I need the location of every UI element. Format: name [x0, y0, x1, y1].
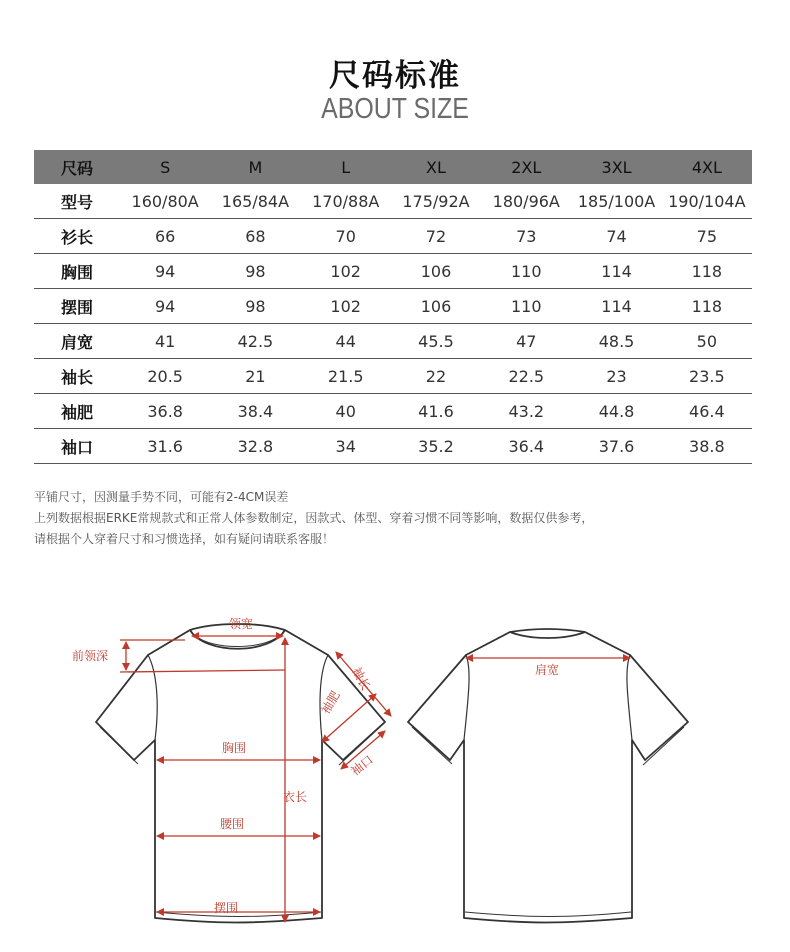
table-cell: 38.8: [689, 436, 725, 456]
table-cell: 21: [245, 366, 266, 386]
row-label: 摆围: [60, 297, 93, 317]
label-sleeve-length: 袖长: [349, 664, 373, 693]
table-row: [34, 394, 752, 429]
table-cell: 22.5: [508, 366, 545, 386]
table-cell: 102: [330, 261, 361, 281]
table-cell: 44: [335, 331, 356, 351]
table-cell: 74: [606, 226, 627, 246]
table-cell: 118: [691, 296, 723, 316]
size-chart-table: [34, 150, 752, 464]
row-label: 型号: [60, 192, 93, 212]
row-label: 胸围: [60, 262, 93, 282]
table-cell: 47: [516, 331, 537, 351]
header-cell: M: [210, 150, 300, 184]
label-hem: 摆围: [214, 901, 239, 915]
table-cell: 41: [154, 331, 176, 351]
table-cell: 110: [510, 261, 542, 281]
table-cell: 23: [606, 366, 627, 386]
table-row: [34, 324, 752, 359]
table-cell: 106: [420, 296, 452, 316]
label-collar-width: 领宽: [229, 617, 254, 631]
row-label: 袖长: [60, 367, 93, 387]
label-cuff: 袖口: [348, 752, 376, 779]
table-row: [34, 219, 752, 254]
table-cell: 98: [245, 261, 266, 281]
row-label: 袖口: [60, 437, 93, 457]
table-row: [34, 429, 752, 464]
table-cell: 165/84A: [221, 191, 290, 211]
header-cell: 尺码: [34, 150, 120, 184]
table-cell: 75: [696, 226, 718, 246]
table-cell: 72: [425, 226, 447, 246]
label-shoulder: 肩宽: [535, 663, 560, 677]
header-cell: S: [120, 150, 210, 184]
table-cell: 102: [330, 296, 361, 316]
tshirt-measurement-diagram: [0, 600, 790, 952]
table-cell: 160/80A: [131, 191, 199, 211]
label-body-length: 衣长: [283, 790, 308, 804]
table-row: [34, 359, 752, 394]
header-cell: L: [301, 150, 391, 184]
table-cell: 46.4: [689, 401, 725, 421]
table-cell: 34: [335, 436, 356, 456]
label-waist: 腰围: [220, 817, 245, 831]
header-cell: 4XL: [662, 150, 752, 184]
table-cell: 35.2: [418, 436, 454, 456]
table-row: [34, 254, 752, 289]
note-line: 请根据个人穿着尺寸和习惯选择，如有疑问请联系客服！: [34, 532, 335, 546]
row-label: 肩宽: [60, 332, 93, 352]
header-cell: XL: [391, 150, 481, 184]
table-header-row: [34, 150, 752, 184]
table-cell: 170/88A: [312, 191, 380, 211]
table-cell: 68: [245, 226, 266, 246]
table-cell: 114: [601, 261, 632, 281]
table-cell: 41.6: [418, 401, 454, 421]
table-cell: 98: [245, 296, 266, 316]
table-cell: 106: [420, 261, 452, 281]
table-cell: 23.5: [689, 366, 725, 386]
table-cell: 45.5: [418, 331, 454, 351]
note-line: 平铺尺寸，因测量手势不同，可能有2-4CM误差: [34, 490, 289, 504]
front-tshirt-outline: [96, 624, 385, 923]
row-label: 衫长: [60, 227, 93, 247]
table-cell: 185/100A: [577, 191, 656, 211]
table-cell: 36.8: [147, 401, 183, 421]
label-sleeve-width: 袖肥: [318, 688, 343, 717]
table-cell: 21.5: [327, 366, 364, 386]
table-cell: 118: [691, 261, 723, 281]
table-cell: 110: [510, 296, 542, 316]
table-cell: 94: [154, 296, 176, 316]
table-cell: 32.8: [237, 436, 274, 456]
table-cell: 66: [154, 226, 176, 246]
table-cell: 42.5: [237, 331, 274, 351]
table-cell: 114: [601, 296, 632, 316]
table-cell: 31.6: [147, 436, 183, 456]
table-cell: 22: [425, 366, 447, 386]
table-cell: 180/96A: [492, 191, 560, 211]
table-row: [34, 289, 752, 324]
table-cell: 37.6: [598, 436, 635, 456]
table-cell: 36.4: [508, 436, 545, 456]
row-label: 袖肥: [60, 402, 93, 422]
table-cell: 70: [335, 226, 356, 246]
table-cell: 44.8: [598, 401, 635, 421]
size-notes: [34, 487, 593, 550]
table-cell: 73: [516, 226, 537, 246]
table-cell: 190/104A: [668, 191, 746, 211]
table-cell: 48.5: [598, 331, 635, 351]
table-row: [34, 184, 752, 219]
table-cell: 43.2: [508, 401, 545, 421]
label-chest: 胸围: [222, 741, 247, 755]
label-front-collar-depth: 前领深: [72, 649, 109, 663]
table-cell: 175/92A: [402, 191, 470, 211]
page-title: 尺码标准: [329, 58, 461, 94]
page-subtitle: ABOUT SIZE: [321, 93, 469, 125]
table-cell: 94: [154, 261, 176, 281]
note-line: 上列数据根据ERKE常规款式和正常人体参数制定，因款式、体型、穿着习惯不同等影响，数据仅供参考，: [34, 511, 594, 525]
table-cell: 20.5: [147, 366, 183, 386]
header-cell: 3XL: [571, 150, 661, 184]
header-cell: 2XL: [481, 150, 571, 184]
table-cell: 50: [696, 331, 718, 351]
table-cell: 40: [335, 401, 356, 421]
table-cell: 38.4: [237, 401, 274, 421]
